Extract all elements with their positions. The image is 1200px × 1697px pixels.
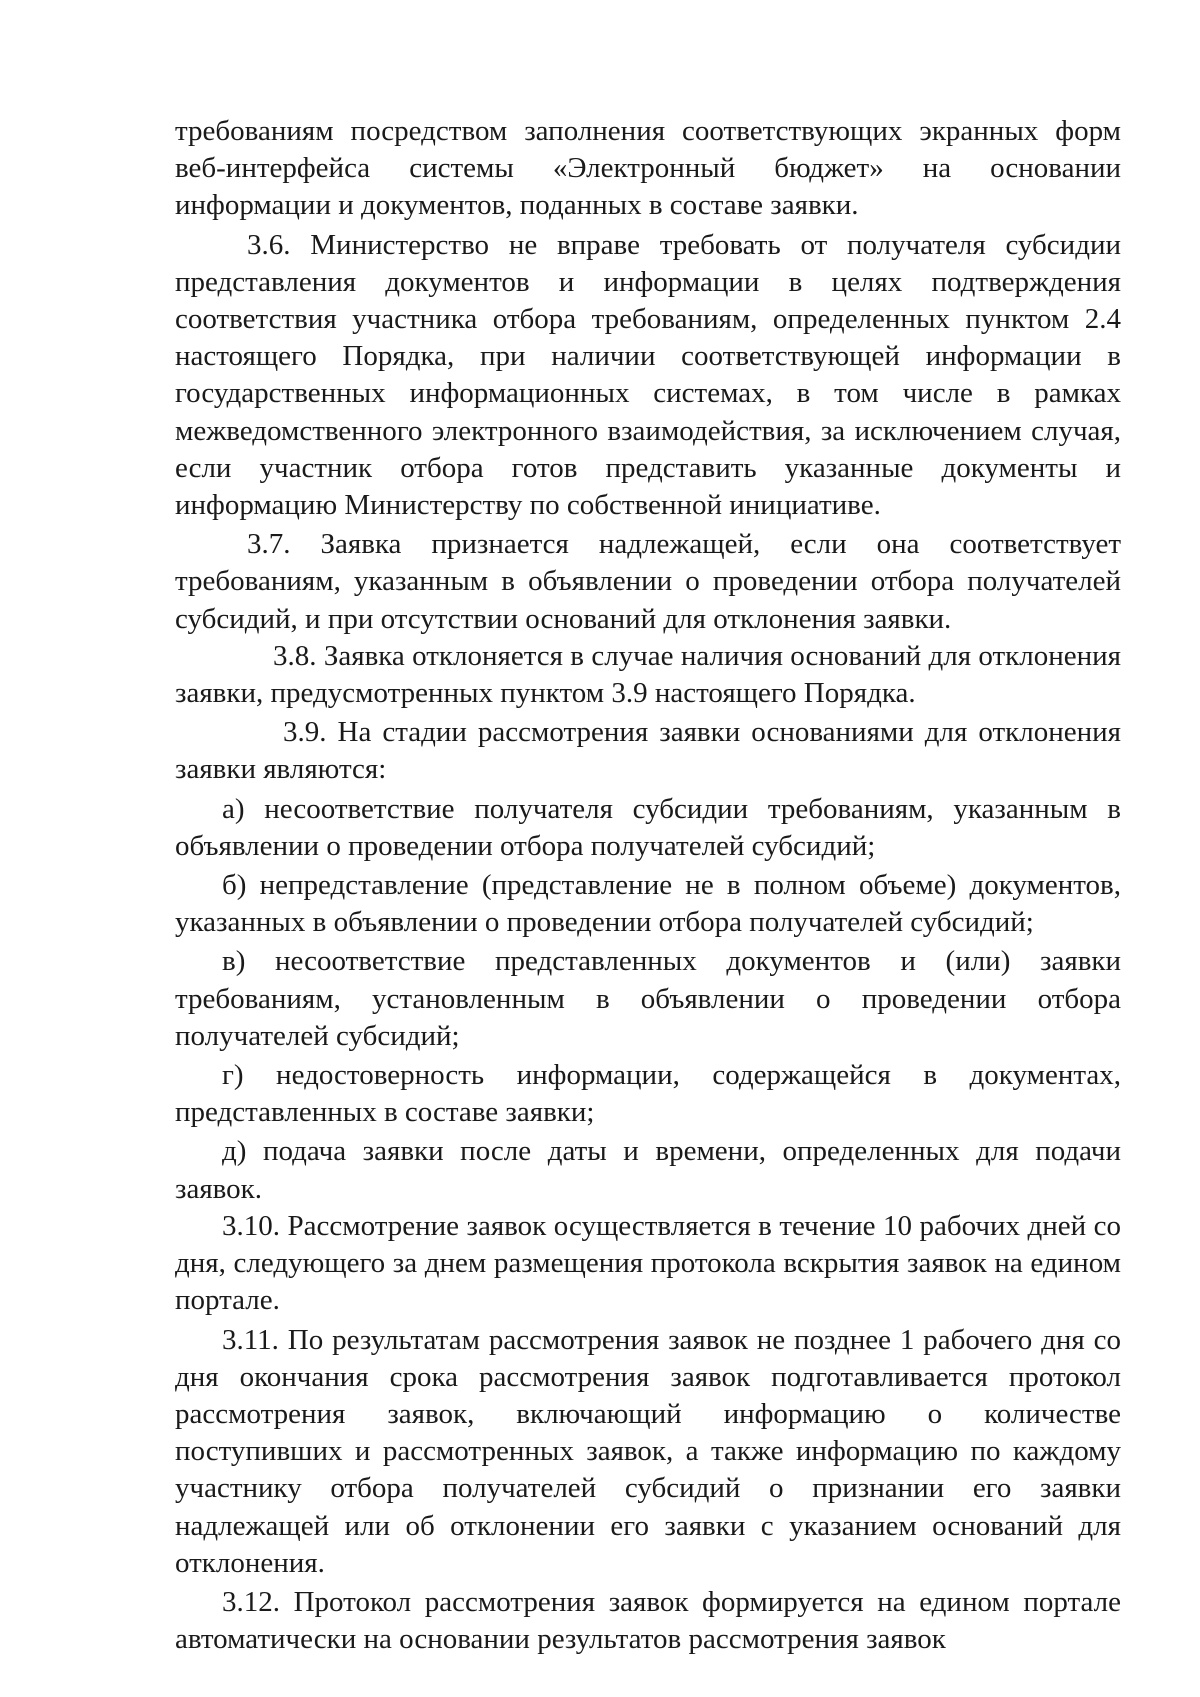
paragraph-3-8: 3.8. Заявка отклоняется в случае наличия оснований для отклонения заявки, предусмотренных пунктом 3.9 настоящего Порядка. <box>175 639 1121 710</box>
list-item-v: в) несоответствие представленных документов и (или) заявки требованиям, установленным в объявлении о проведении отбора получателей субсидий; <box>175 945 1121 1052</box>
paragraph-3-9: 3.9. На стадии рассмотрения заявки основаниями для отклонения заявки являются: <box>175 716 1121 786</box>
list-item-a: а) несоответствие получателя субсидии требованиям, указанным в объявлении о проведении отбора получателей субсидий; <box>175 792 1121 862</box>
paragraph-3-12: 3.12. Протокол рассмотрения заявок формируется на едином портале автоматически на основании результатов рассмотрения заявок <box>175 1585 1121 1656</box>
paragraph-intro: требованиям посредством заполнения соответствующих экранных форм веб-интерфейса системы «Электронный бюджет» на основании информации и документов, поданных в составе заявки. <box>175 115 1121 222</box>
list-item-d: д) подача заявки после даты и времени, определенных для подачи заявок. <box>175 1135 1121 1205</box>
paragraph-3-11: 3.11. По результатам рассмотрения заявок не позднее 1 рабочего дня со дня окончания срока рассмотрения заявок подготавливается протокол рассмотрения заявок, включающий информацию о количестве поступивших и рассмотренных заявок, а также информацию по каждому участнику отбора получателей субсидий о признании его заявки надлежащей или об отклонении его заявки с указанием оснований для отклонения. <box>175 1323 1121 1579</box>
paragraph-3-7: 3.7. Заявка признается надлежащей, если она соответствует требованиям, указанным в объявлении о проведении отбора получателей субсидий, и при отсутствии оснований для отклонения заявки. <box>175 528 1121 635</box>
paragraph-3-6: 3.6. Министерство не вправе требовать от получателя субсидии представления документов и информации в целях подтверждения соответствия участника отбора требованиям, определенных пунктом 2.4 настоящего Порядка, при наличии соответствующей информации в государственных информационных системах, в том числе в рамках межведомственного электронного взаимодействия, за исключением случая, если участник отбора готов представить указанные документы и информацию Министерству по собственной инициативе. <box>175 228 1121 522</box>
paragraph-3-10: 3.10. Рассмотрение заявок осуществляется в течение 10 рабочих дней со дня, следующего за днем размещения протокола вскрытия заявок на едином портале. <box>175 1209 1121 1317</box>
list-item-b: б) непредставление (представление не в полном объеме) документов, указанных в объявлении о проведении отбора получателей субсидий; <box>175 869 1121 939</box>
document-body <box>175 113 1121 1658</box>
list-item-g: г) недостоверность информации, содержащейся в документах, представленных в составе заявки; <box>175 1059 1121 1129</box>
